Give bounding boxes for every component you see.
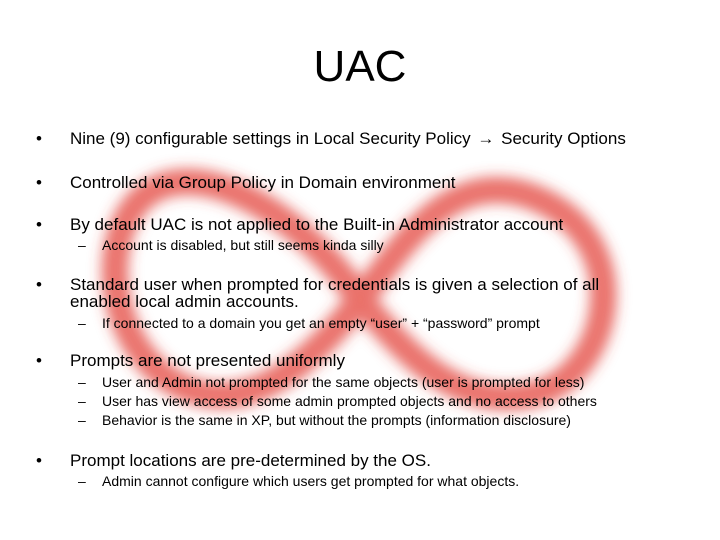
sub-bullet [78, 473, 698, 489]
sub-bullet [78, 412, 698, 428]
slide-title: UAC [313, 42, 407, 91]
bullet-text: By default UAC is not applied to the Built-in Administrator account [70, 215, 564, 234]
bullet-marker: • [36, 173, 42, 192]
bullet-marker: • [36, 451, 42, 470]
sub-bullet [78, 393, 698, 409]
sub-bullet-text: Admin cannot configure which users get prompted for what objects. [102, 473, 520, 489]
sub-bullet-marker: – [78, 237, 86, 253]
bullet-marker: • [36, 129, 42, 148]
bullet-text: Prompts are not presented uniformly [70, 351, 345, 370]
right-arrow-icon: → [477, 129, 495, 148]
bullet-text-line: enabled local admin accounts. [70, 292, 299, 311]
sub-bullet [78, 374, 698, 390]
sub-bullet-text: User has view access of some admin prompted objects and no access to others [102, 393, 597, 409]
bullet-text: Prompt locations are pre-determined by the OS. [70, 451, 431, 470]
sub-bullet [78, 237, 698, 253]
bullet-text [70, 130, 690, 147]
bullet-marker: • [36, 351, 42, 370]
bullet-text-part: Nine (9) configurable settings in Local Security Policy [70, 129, 471, 148]
sub-bullet-marker: – [78, 473, 86, 489]
sub-bullet-marker: – [78, 412, 86, 428]
bullet-marker: • [36, 275, 42, 294]
sub-bullet-marker: – [78, 374, 86, 390]
sub-bullet-marker: – [78, 393, 86, 409]
sub-bullet-text: Behavior is the same in XP, but without the prompts (information disclosure) [102, 412, 571, 428]
bullet-text: Controlled via Group Policy in Domain environment [70, 173, 456, 192]
sub-bullet-text: If connected to a domain you get an empty “user” + “password” prompt [102, 315, 540, 331]
sub-bullet [78, 315, 698, 331]
sub-bullet-text: User and Admin not prompted for the same objects (user is prompted for less) [102, 374, 585, 390]
bullet-text-line: Standard user when prompted for credentials is given a selection of all [70, 275, 600, 294]
sub-bullet-text: Account is disabled, but still seems kinda silly [102, 237, 384, 253]
sub-bullet-marker: – [78, 315, 86, 331]
bullet-marker: • [36, 215, 42, 234]
bullet-text-part: Security Options [501, 129, 626, 148]
